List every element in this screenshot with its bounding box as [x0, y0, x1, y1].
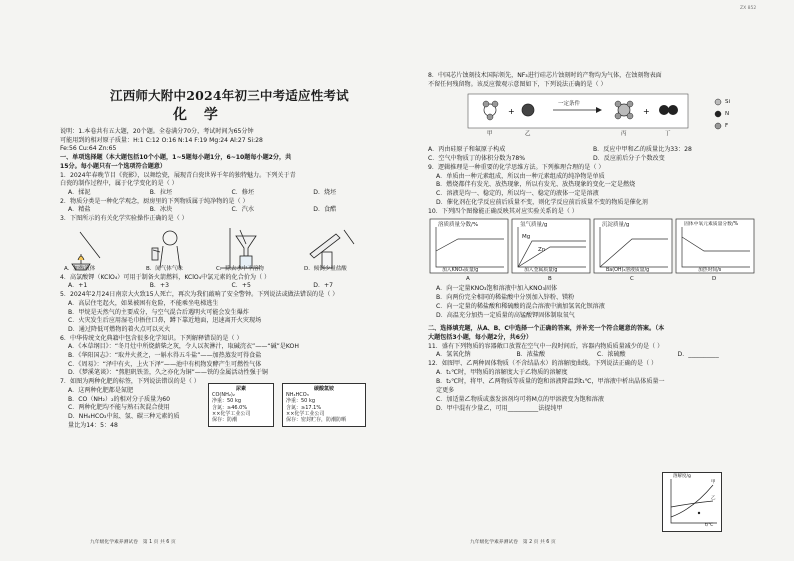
option: C．加适量乙物质或蒸发溶剂均可将M点的甲溶液变为饱和溶液	[436, 395, 604, 403]
q8-options	[428, 146, 758, 155]
bag-title: 尿素	[235, 385, 246, 392]
option: D．甲中混有少量乙，可用__________法提纯甲	[436, 404, 563, 412]
option: C．空气中物质丁的体积分数为78%	[428, 154, 526, 162]
graph-c-ylabel: 沉淀质量/g	[602, 222, 630, 229]
label-yi: 乙	[525, 130, 531, 137]
option: C．《周易》：“泽中有火，上火下泽”——池中有机物发酵产生可燃性气体	[68, 360, 262, 368]
svg-text:+: +	[508, 106, 515, 116]
q3-label-a: A．加热液体	[64, 265, 96, 272]
series-yi: 乙	[711, 496, 716, 501]
graph-b-series-mg: Mg	[522, 234, 531, 241]
q10-graphs	[428, 217, 758, 285]
option: B．甲烷是天然气的主要成分，与空气混合后遇明火可能会发生爆炸	[68, 308, 249, 316]
graph-d-ylabel: 固体中氧元素质量分数/%	[684, 222, 739, 228]
section-2-title: 二、选择填充题，从A、B、C中选择一个正确的答案，并补充一个符合题意的答案。（本	[428, 324, 665, 332]
option: D．__________	[677, 351, 719, 359]
reaction-diagram	[428, 90, 758, 146]
option: B．向两份完全相同的稀盐酸中分别加入锌粉、镁粉	[436, 293, 575, 301]
pouring-liquid-icon	[310, 230, 354, 268]
legend-n: N	[725, 110, 730, 117]
legend-si: Si	[725, 98, 731, 105]
option: A．揉泥	[68, 188, 91, 196]
option: D．烧坯	[313, 188, 337, 196]
section-1-title: 15分。每小题只有一个选项符合题意）	[60, 162, 166, 170]
bag-line: CO(NH₂)₂	[212, 392, 235, 399]
q2-options	[60, 206, 395, 215]
q9-stem: 9．逻辑推理是一种重要的化学思维方法。下列推理合理的是（ ）	[428, 163, 605, 171]
q1-stem: 1．2024年春晚节目《瓷影》，以舞绘瓷，展现青白瓷世界千年的独特魅力。下列关于青	[60, 171, 296, 179]
q2-stem: 2．物质分类是一种化学观念，厨房里的下列物质属于纯净物的是（ ）	[60, 197, 249, 205]
bag-line: 净重：50 kg	[212, 398, 242, 405]
option: A．向一定量KNO₃饱和溶液中加入KNO₃固体	[436, 285, 558, 293]
graph-c-xlabel: Ba(OH)₂溶液质量/g	[606, 268, 650, 274]
graph-a-xlabel: 加入KNO₃质量/g	[442, 268, 479, 274]
option: A．《本草纲目》：“冬月灶中所烧薪柴之灰，令人以灰淋汁，取碱浣衣”——“碱”是KOH	[68, 343, 299, 351]
bag-line: 含氮：≥17.1%	[286, 404, 322, 411]
curve-jia	[671, 485, 713, 517]
bag-line: ××化学工业公司	[212, 411, 251, 418]
bag-line: 保存：防潮	[212, 417, 238, 424]
option: B．浓盐酸	[516, 351, 546, 359]
option: B．燃烧都伴有发光、放热现象，所以有发光、放热现象的变化一定是燃烧	[436, 181, 636, 189]
footer-page-1: 九年级化学素养测试卷 第 1 页 共 6 页	[90, 540, 176, 545]
footer-page-2: 九年级化学素养测试卷 第 2 页 共 6 页	[470, 540, 556, 545]
q3-figures	[60, 224, 395, 274]
q7-body	[60, 387, 395, 431]
q3-label-d: D．倾倒少量盐酸	[304, 265, 347, 272]
bag-line: 保存：密封贮存，防潮防晒	[286, 417, 347, 424]
series-jia: 甲	[711, 480, 716, 485]
bag-line: NH₄HCO₃	[286, 392, 309, 399]
q7-stem: 7．如图为两种化肥的标签，下列说法错误的是（ ）	[60, 378, 200, 386]
molecule-yi-icon	[522, 104, 534, 116]
filtration-apparatus-icon	[220, 228, 260, 268]
option: D．催化剂在化学反应前后质量不变，则化学反应前后质量不变的物质是催化剂	[436, 199, 648, 207]
q1-options	[60, 189, 395, 198]
bag-title: 碳酸氢铵	[313, 385, 334, 392]
option: D．食醋	[313, 206, 337, 214]
option: B．CO（NH₂）₂的相对分子质量为60	[68, 395, 171, 403]
label-jia: 甲	[487, 130, 493, 137]
graph-d-xlabel: 加热时间/s	[698, 268, 722, 274]
exam-title: 江西师大附中2024年初三中考适应性考试	[110, 88, 349, 103]
label-ding: 丁	[665, 130, 671, 137]
q6-stem: 6．中华传统文化典籍中包含很多化学知识。下列解释错误的是（ ）	[60, 334, 243, 342]
option: B．拉坯	[149, 188, 173, 196]
option: B．反应中甲和乙的质量比为33：28	[593, 145, 692, 153]
option: B．t₂℃时，将甲、乙两物质等质量的饱和溶液降温到t₁℃，甲溶液中析出晶体质量一定更多	[436, 378, 665, 395]
option: C．火灾发生后应用湿毛巾捂住口鼻，蹲下靠近地面，迅速离开火灾现场	[68, 317, 262, 325]
q8-stem: 不留任何残留物。该反应微观示意图如下，下列说法正确的是（ ）	[428, 80, 607, 88]
graph-b-series-zn: Zn	[538, 247, 546, 254]
option: A．高层住宅起火，如果被困有危险，不能乘坐电梯逃生	[68, 299, 219, 307]
q3-label-b: B．闻气体气味	[146, 265, 183, 272]
option: D．+7	[313, 282, 334, 290]
point-m	[698, 512, 700, 514]
option: B．+3	[149, 282, 170, 290]
bag-line: ××化学工业公司	[286, 411, 325, 418]
bag-line: 含氮：≥46.0%	[212, 404, 248, 411]
exam-subject: 化 学	[173, 107, 224, 123]
right-column	[428, 72, 758, 414]
person-smelling-icon	[152, 231, 180, 268]
graph-b-letter: B	[548, 276, 552, 283]
fertilizer-label-urea	[208, 383, 274, 427]
chart-ylabel: 溶解度/g	[673, 474, 691, 479]
graph-b-ylabel: 氢气质量/g	[520, 222, 548, 229]
q8-figure	[428, 90, 758, 146]
option: D．反应前后分子个数改变	[593, 154, 665, 162]
graph-c-letter: C	[630, 276, 634, 283]
option: A．这两种化肥都是氮肥	[68, 386, 134, 394]
svg-text:+: +	[643, 106, 650, 116]
q3-label-c: C．除去水中不溶物	[216, 265, 264, 272]
option: A．氢氧化钠	[436, 351, 471, 359]
option: C．浓硫酸	[597, 351, 626, 359]
option: D．《梦溪笔谈》：“熬胆矾铁釜，久之亦化为铜”——铁的金属活动性强于铜	[68, 369, 268, 377]
option: C．两种化肥均不能与熟石灰混合使用	[68, 404, 170, 412]
curve-yi	[671, 501, 713, 507]
option: A．丙由硅原子和氟原子构成	[428, 145, 506, 153]
q4-stem: 4．高氯酸钾（KClO₄）可用于制备火箭燃料，KClO₄中氯元素的化合价为（ ）	[60, 273, 271, 281]
q12-stem: 12．如图甲、乙两种固体物质（不含结晶水）的溶解度曲线。下列说法正确的是（ ）	[428, 360, 658, 368]
reaction-condition: 一定条件	[558, 100, 581, 107]
option: D．高温充分加热一定质量的高锰酸钾固体制取氧气	[436, 311, 575, 319]
option: C．溶液是均一、稳定的，所以均一、稳定的液体一定是溶液	[436, 190, 599, 198]
q3-stem: 3．下图所示的有关化学实验操作正确的是（ ）	[60, 215, 188, 223]
section-2-title: 大题包括3小题，每小题2分，共6分）	[428, 333, 533, 341]
option: A．精盐	[68, 206, 91, 214]
graph-a-letter: A	[466, 276, 470, 283]
option: A．单质由一种元素组成，所以由一种元素组成的纯净物是单质	[436, 172, 605, 180]
option: A．+1	[68, 282, 88, 290]
corner-mark: ZX 852	[740, 6, 757, 11]
q10-stem: 10．下列四个图像能正确反映其对应实验关系的是（ ）	[428, 208, 578, 216]
option: B．冰块	[149, 206, 173, 214]
section-1-title: 一、单项选择题（本大题包括10个小题，1~5题每小题1分，6~10题每小题2分，共	[60, 154, 292, 162]
option: D．NH₄HCO₃中氮、氢、碳三种元素的质	[68, 412, 180, 420]
legend-f: F	[725, 122, 729, 129]
label-bing: 丙	[621, 130, 627, 137]
intro-line: Fe:56 Cu:64 Zn:65	[60, 145, 117, 153]
intro-line: 可能用到的相对原子质量：H:1 C:12 O:16 N:14 F:19 Mg:24 Al:27 Si:28	[60, 136, 263, 144]
intro-line: 说明：1.本卷共有五大题，20个题。全卷满分70分，考试时间为65分钟	[60, 128, 254, 135]
left-column	[60, 128, 395, 430]
option: D．通过降低可燃物的着火点可以灭火	[68, 325, 171, 333]
option: 量比为14：5：48	[68, 421, 118, 429]
q8-options	[428, 155, 758, 164]
option: B．《华阳国志》：“取井火煮之，一斛水得五斗盐”——加热蒸发可得食盐	[68, 352, 262, 360]
solubility-chart	[662, 472, 722, 532]
q4-options	[60, 282, 395, 291]
option: C．向一定量的稀盐酸和稀硫酸的混合溶液中滴加氢氧化钡溶液	[436, 302, 605, 310]
option: A．t₁℃时，甲物质的溶解度大于乙物质的溶解度	[436, 369, 568, 377]
atom-legend	[715, 99, 721, 129]
option: C．+5	[231, 282, 251, 290]
q11-stem: 11．盛有下列物质的容器敞口放置在空气中一段时间后，容器内物质质量减少的是（ ）	[428, 342, 664, 350]
q12-options	[428, 369, 668, 414]
graph-d-letter: D	[712, 276, 717, 283]
q8-stem: 8．中国芯片蚀刻技术国际领先，NF₃进行硅芯片蚀刻时的产物均为气体，在蚀刻物表面	[428, 72, 662, 79]
option: C．修坯	[231, 188, 255, 196]
graph-a-ylabel: 溶质质量分数/%	[438, 222, 479, 229]
chart-xlabel: t/℃	[705, 523, 714, 528]
q5-stem: 5．2024年2月24日南京大火致15人死亡，再次为我们敲响了安全警钟。下列说法或做法错误的是（ ）	[60, 291, 339, 299]
graph-b-xlabel: 加入金属质量/g	[524, 268, 558, 274]
molecule-bing-icon	[615, 101, 633, 119]
q1-stem: 白瓷的制作过程中，属于化学变化的是（ ）	[60, 180, 178, 188]
fertilizer-label-ammonium-bicarbonate	[282, 383, 366, 427]
bag-line: 净重：50 kg	[286, 398, 316, 405]
option: C．汽水	[231, 206, 255, 214]
q11-options	[428, 351, 758, 360]
